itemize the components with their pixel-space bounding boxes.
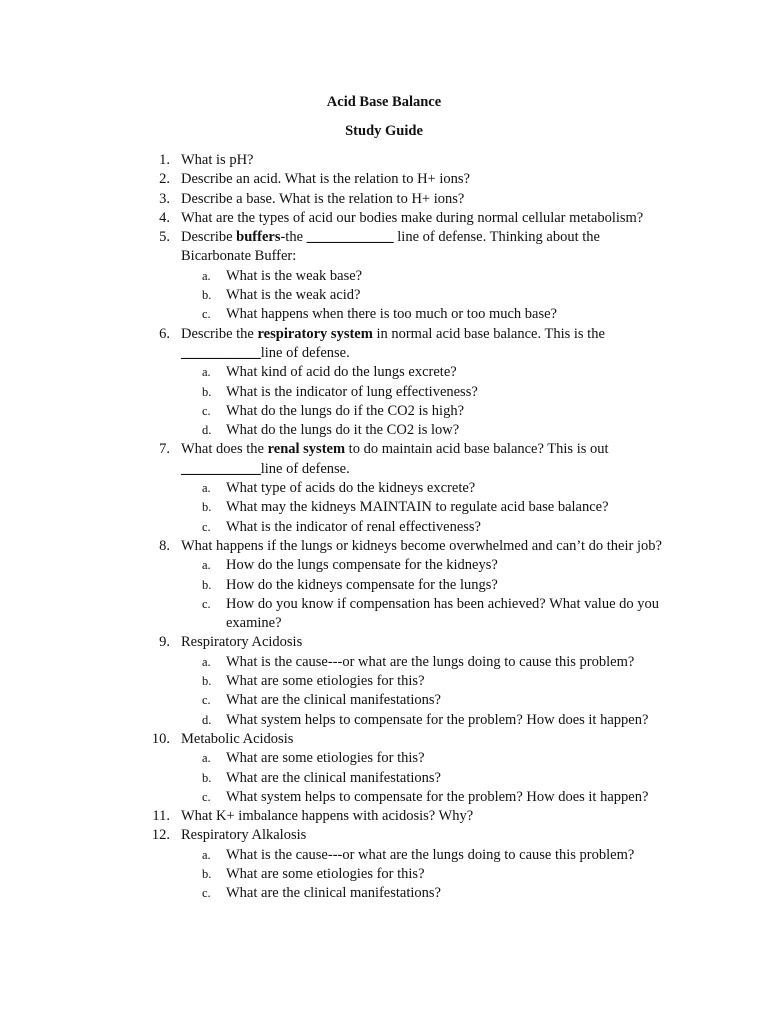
sub-question-text: What are some etiologies for this? — [226, 750, 425, 767]
sub-question-letter: c. — [202, 403, 211, 418]
sub-question-text: What is the indicator of renal effectiveness? — [226, 518, 481, 535]
sub-question-item — [0, 518, 768, 537]
question-number: 8. — [159, 537, 170, 554]
sub-question-text: What is the cause---or what are the lungs doing to cause this problem? — [226, 653, 635, 670]
question-number: 7. — [159, 441, 170, 458]
sub-question-item — [0, 691, 768, 710]
sub-question-text: What is the indicator of lung effectiveness? — [226, 383, 478, 400]
text-run: Describe the — [181, 325, 258, 342]
sub-question-letter: d. — [202, 712, 212, 727]
sub-question-letter: c. — [202, 886, 211, 901]
sub-question-letter: a. — [202, 268, 211, 283]
text-run: -the — [280, 229, 307, 246]
question-text — [181, 325, 671, 364]
sub-question-letter: c. — [202, 693, 211, 708]
question-number: 5. — [159, 229, 170, 246]
sub-question-item — [0, 305, 768, 324]
question-number: 6. — [159, 325, 170, 342]
sub-question-item — [0, 769, 768, 788]
sub-question-text: What system helps to compensate for the problem? How does it happen? — [226, 711, 649, 728]
sub-question-item — [0, 402, 768, 421]
question-number: 11. — [152, 808, 170, 825]
sub-question-item — [0, 749, 768, 768]
text-run: line of defense. — [260, 460, 350, 477]
sub-question-text: What type of acids do the kidneys excrete? — [226, 480, 476, 497]
text-run: in normal acid base balance. This is the — [372, 325, 605, 342]
question-item — [0, 209, 768, 228]
text-run: Describe an acid. What is the relation to H+ ions? — [181, 171, 470, 188]
question-text — [181, 730, 671, 749]
question-text — [181, 190, 671, 209]
text-run: What does the — [181, 441, 268, 458]
sub-question-text: What do the lungs do it the CO2 is low? — [226, 422, 460, 439]
question-item — [0, 440, 768, 479]
sub-question-item — [0, 267, 768, 286]
document-subtitle: Study Guide — [345, 123, 423, 139]
sub-question-letter: c. — [202, 307, 211, 322]
fill-in-blank: ___________ — [181, 344, 261, 361]
text-run: Describe — [181, 229, 237, 246]
sub-question-text: What are the clinical manifestations? — [226, 769, 441, 786]
question-number: 2. — [159, 171, 170, 188]
sub-question-letter: b. — [202, 674, 212, 689]
sub-question-text: How do the kidneys compensate for the lungs? — [226, 576, 498, 593]
sub-question-item — [0, 653, 768, 672]
sub-question-item — [0, 846, 768, 865]
sub-question-item — [0, 286, 768, 305]
question-number: 4. — [159, 209, 170, 226]
sub-question-text: What system helps to compensate for the problem? How does it happen? — [226, 788, 649, 805]
sub-question-item — [0, 865, 768, 884]
bold-term: renal system — [267, 441, 346, 458]
question-text — [181, 633, 671, 652]
sub-question-letter: b. — [202, 770, 212, 785]
sub-question-text: What do the lungs do if the CO2 is high? — [226, 402, 465, 419]
question-item — [0, 228, 768, 267]
sub-question-text: What may the kidneys MAINTAIN to regulate acid base balance? — [226, 499, 609, 516]
sub-question-letter: b. — [202, 500, 212, 515]
question-text — [181, 440, 671, 479]
sub-question-letter: c. — [202, 596, 211, 611]
sub-question-item — [0, 363, 768, 382]
sub-question-letter: a. — [202, 751, 211, 766]
sub-question-item — [0, 498, 768, 517]
text-run: Respiratory Alkalosis — [181, 827, 307, 844]
sub-question-letter: c. — [202, 519, 211, 534]
sub-question-text: What kind of acid do the lungs excrete? — [226, 364, 457, 381]
sub-question-item — [0, 479, 768, 498]
sub-question-text: What is the weak base? — [226, 267, 363, 284]
sub-question-text: What are the clinical manifestations? — [226, 692, 441, 709]
sub-question-letter: b. — [202, 288, 212, 303]
text-run: What K+ imbalance happens with acidosis? Why? — [181, 808, 474, 825]
text-run: What is pH? — [181, 152, 254, 168]
sub-question-item — [0, 576, 768, 595]
sub-question-letter: d. — [202, 423, 212, 438]
sub-question-letter: b. — [202, 866, 212, 881]
question-item — [0, 151, 768, 170]
question-number: 10. — [151, 730, 170, 747]
sub-question-text: How do you know if compensation has been achieved? What value do you examine? — [226, 595, 660, 632]
question-item — [0, 826, 768, 845]
sub-question-item — [0, 595, 768, 634]
sub-question-item — [0, 556, 768, 575]
sub-question-text: What is the cause---or what are the lungs doing to cause this problem? — [226, 846, 635, 863]
text-run: Respiratory Acidosis — [181, 634, 303, 651]
question-item — [0, 170, 768, 189]
sub-question-text: What happens when there is too much or too much base? — [226, 306, 557, 323]
sub-question-item — [0, 672, 768, 691]
question-text — [181, 228, 671, 267]
sub-question-letter: a. — [202, 558, 211, 573]
sub-question-item — [0, 884, 768, 903]
text-run: line of defense. Thinking about the Bicarbonate Buffer: — [181, 229, 600, 265]
sub-question-letter: a. — [202, 365, 211, 380]
document-title: Acid Base Balance — [326, 94, 442, 110]
text-run: Describe a base. What is the relation to H+ ions? — [181, 190, 465, 207]
question-item — [0, 190, 768, 209]
question-item — [0, 730, 768, 749]
text-run: to do maintain acid base balance? This is out — [345, 441, 609, 458]
sub-question-item — [0, 711, 768, 730]
question-text — [181, 209, 671, 228]
sub-question-letter: a. — [202, 847, 211, 862]
sub-question-letter: a. — [202, 654, 211, 669]
question-number: 1. — [159, 152, 170, 168]
fill-in-blank: ___________ — [181, 460, 261, 477]
text-run: line of defense. — [260, 344, 350, 361]
sub-question-letter: b. — [202, 384, 212, 399]
text-run: What are the types of acid our bodies make during normal cellular metabolism? — [181, 209, 644, 226]
question-item — [0, 807, 768, 826]
sub-question-letter: b. — [202, 577, 212, 592]
sub-question-letter: c. — [202, 789, 211, 804]
text-run: Metabolic Acidosis — [181, 730, 294, 747]
question-text — [181, 170, 671, 189]
question-list — [0, 151, 768, 904]
question-text — [181, 807, 671, 826]
sub-question-item — [0, 421, 768, 440]
sub-question-item — [0, 383, 768, 402]
sub-question-text: How do the lungs compensate for the kidneys? — [226, 557, 498, 574]
sub-question-text: What is the weak acid? — [226, 287, 361, 304]
sub-question-text: What are the clinical manifestations? — [226, 885, 441, 902]
sub-question-item — [0, 788, 768, 807]
sub-question-letter: a. — [202, 481, 211, 496]
sub-question-text: What are some etiologies for this? — [226, 865, 425, 882]
question-number: 12. — [151, 827, 170, 844]
sub-question-text: What are some etiologies for this? — [226, 673, 425, 690]
fill-in-blank: ____________ — [306, 229, 394, 246]
question-item — [0, 537, 768, 556]
bold-term: respiratory system — [257, 325, 373, 342]
bold-term: buffers — [236, 229, 281, 246]
text-run: What happens if the lungs or kidneys become overwhelmed and can’t do their job? — [181, 537, 662, 554]
question-item — [0, 633, 768, 652]
question-text — [181, 151, 671, 170]
question-item — [0, 325, 768, 364]
question-number: 9. — [159, 634, 170, 651]
question-number: 3. — [159, 190, 170, 207]
question-text — [181, 826, 671, 845]
question-text — [181, 537, 671, 556]
